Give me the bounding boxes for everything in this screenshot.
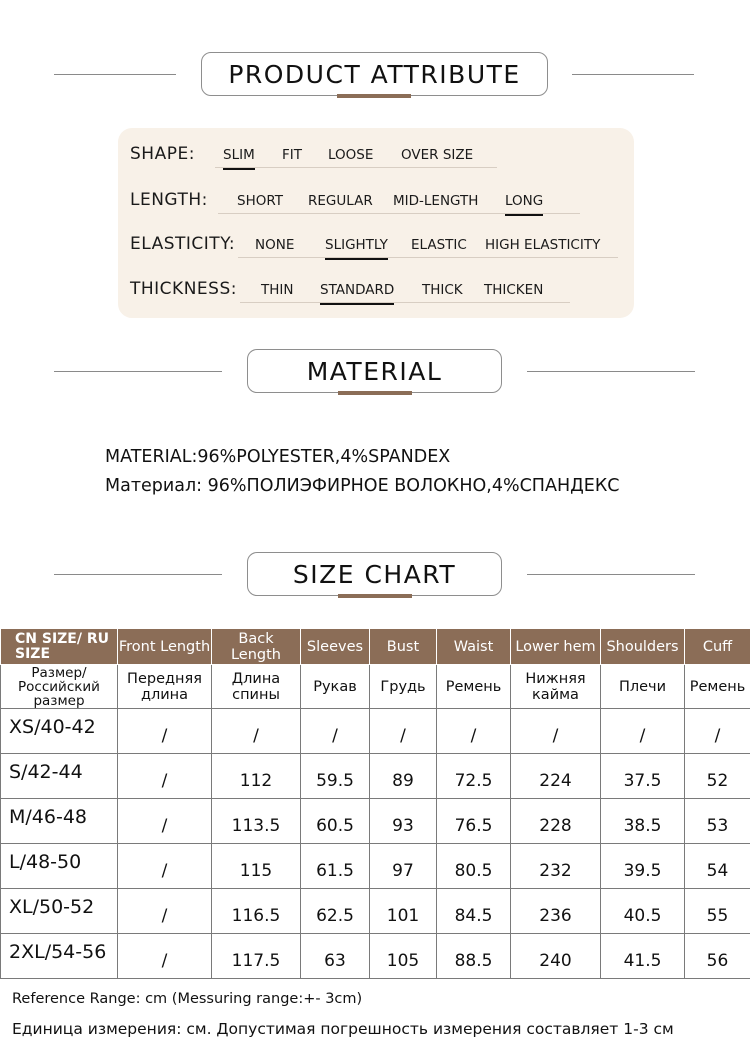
table-row [1, 754, 750, 799]
size-label-cell: L/48-50 [1, 844, 118, 889]
attribute-option: FIT [282, 147, 302, 163]
table-cell: / [118, 754, 212, 799]
attribute-option: REGULAR [308, 193, 373, 209]
attribute-option: THICK [422, 282, 463, 298]
attribute-option: SHORT [237, 193, 283, 209]
table-row [1, 799, 750, 844]
title-accent-bar [338, 594, 412, 598]
attribute-row-elasticity [118, 230, 634, 262]
attribute-option: OVER SIZE [401, 147, 474, 163]
material-english: MATERIAL:96%POLYESTER,4%SPANDEX [105, 447, 451, 467]
divider-line [54, 371, 222, 372]
reference-note-english: Reference Range: cm (Messuring range:+- 3cm) [12, 991, 363, 1007]
table-cell: 80.5 [437, 844, 511, 889]
table-cell: / [118, 889, 212, 934]
table-cell: / [118, 844, 212, 889]
table-cell: 59.5 [301, 754, 370, 799]
row-underline [240, 302, 570, 303]
material-title: MATERIAL [247, 349, 502, 393]
row-underline [238, 257, 618, 258]
table-header-row-english [1, 629, 750, 665]
attribute-option: MID-LENGTH [393, 193, 479, 209]
table-cell: 56 [685, 934, 750, 979]
table-cell: 55 [685, 889, 750, 934]
column-header: Waist [437, 629, 511, 665]
table-row [1, 889, 750, 934]
column-header-ru: Ремень [437, 665, 511, 709]
divider-line [527, 371, 695, 372]
table-cell: 41.5 [601, 934, 685, 979]
column-header: CN SIZE/ RU SIZE [1, 629, 118, 665]
table-cell: 93 [370, 799, 437, 844]
table-body [1, 709, 750, 979]
table-cell: 113.5 [212, 799, 301, 844]
attribute-option: HIGH ELASTICITY [485, 237, 601, 253]
divider-line [54, 574, 222, 575]
attribute-option-selected: SLIM [223, 147, 255, 163]
size-chart-table [0, 628, 750, 979]
table-cell: 112 [212, 754, 301, 799]
table-cell: 84.5 [437, 889, 511, 934]
table-cell: 53 [685, 799, 750, 844]
table-cell: 62.5 [301, 889, 370, 934]
title-accent-bar [338, 391, 412, 395]
table-cell: 72.5 [437, 754, 511, 799]
divider-line [54, 74, 176, 75]
column-header-ru: Рукав [301, 665, 370, 709]
table-cell: 39.5 [601, 844, 685, 889]
table-cell: / [601, 709, 685, 754]
attribute-option-selected: SLIGHTLY [325, 237, 388, 253]
attribute-option-selected: STANDARD [320, 282, 395, 298]
column-header: Bust [370, 629, 437, 665]
attribute-option: ELASTIC [411, 237, 467, 253]
table-cell: 232 [511, 844, 601, 889]
attribute-option-selected: LONG [505, 193, 544, 209]
table-cell: 88.5 [437, 934, 511, 979]
attribute-row-length [118, 186, 634, 218]
product-attribute-title: PRODUCT ATTRIBUTE [201, 52, 548, 96]
table-cell: / [685, 709, 750, 754]
table-cell: 117.5 [212, 934, 301, 979]
table-row [1, 709, 750, 754]
attribute-row-shape [118, 140, 634, 172]
column-header-ru: Грудь [370, 665, 437, 709]
column-header: Lower hem [511, 629, 601, 665]
size-label-cell: 2XL/54-56 [1, 934, 118, 979]
row-underline [215, 167, 497, 168]
reference-note-russian: Единица измерения: см. Допустимая погрешность измерения составляет 1-3 см [12, 1020, 674, 1038]
table-cell: 116.5 [212, 889, 301, 934]
table-row [1, 934, 750, 979]
attribute-key: THICKNESS: [130, 279, 237, 299]
table-cell: 105 [370, 934, 437, 979]
table-header-row-russian [1, 665, 750, 709]
attribute-option: LOOSE [328, 147, 374, 163]
table-cell: 63 [301, 934, 370, 979]
column-header: Front Length [118, 629, 212, 665]
attribute-key: SHAPE: [130, 144, 195, 164]
attribute-option: THICKEN [484, 282, 544, 298]
table-cell: 240 [511, 934, 601, 979]
table-cell: / [301, 709, 370, 754]
table-cell: 97 [370, 844, 437, 889]
table-cell: 115 [212, 844, 301, 889]
table-cell: 38.5 [601, 799, 685, 844]
divider-line [572, 74, 694, 75]
column-header-ru: Ремень [685, 665, 750, 709]
table-cell: 37.5 [601, 754, 685, 799]
table-cell: / [118, 799, 212, 844]
size-label-cell: M/46-48 [1, 799, 118, 844]
size-chart-title: SIZE CHART [247, 552, 502, 596]
attribute-row-thickness [118, 275, 634, 307]
material-russian: Материал: 96%ПОЛИЭФИРНОЕ ВОЛОКНО,4%СПАНДЕКС [105, 476, 620, 496]
table-cell: 54 [685, 844, 750, 889]
column-header-ru: Длина спины [212, 665, 301, 709]
column-header: Cuff [685, 629, 750, 665]
attribute-panel [118, 128, 634, 318]
table-cell: / [370, 709, 437, 754]
row-underline [218, 213, 580, 214]
table-cell: 89 [370, 754, 437, 799]
table-cell: / [118, 709, 212, 754]
column-header-ru: Передняя длина [118, 665, 212, 709]
table-cell: 40.5 [601, 889, 685, 934]
table-cell: 236 [511, 889, 601, 934]
size-label-cell: S/42-44 [1, 754, 118, 799]
table-cell: / [212, 709, 301, 754]
table-cell: 76.5 [437, 799, 511, 844]
table-cell: 61.5 [301, 844, 370, 889]
title-accent-bar [337, 94, 411, 98]
table-cell: 228 [511, 799, 601, 844]
size-chart-header [0, 552, 750, 600]
table-cell: 101 [370, 889, 437, 934]
table-cell: / [118, 934, 212, 979]
material-header [0, 349, 750, 397]
table-cell: 52 [685, 754, 750, 799]
table-cell: / [437, 709, 511, 754]
table-cell: 224 [511, 754, 601, 799]
table-row [1, 844, 750, 889]
column-header: Back Length [212, 629, 301, 665]
attribute-key: LENGTH: [130, 190, 208, 210]
column-header-ru: Размер/ Российский размер [1, 665, 118, 709]
size-label-cell: XS/40-42 [1, 709, 118, 754]
attribute-option: THIN [261, 282, 294, 298]
divider-line [527, 574, 695, 575]
attribute-key: ELASTICITY: [130, 234, 236, 254]
table-cell: 60.5 [301, 799, 370, 844]
column-header: Shoulders [601, 629, 685, 665]
attribute-option: NONE [255, 237, 295, 253]
table-cell: / [511, 709, 601, 754]
column-header: Sleeves [301, 629, 370, 665]
size-label-cell: XL/50-52 [1, 889, 118, 934]
column-header-ru: Нижняя кайма [511, 665, 601, 709]
column-header-ru: Плечи [601, 665, 685, 709]
product-attribute-header [0, 52, 750, 100]
